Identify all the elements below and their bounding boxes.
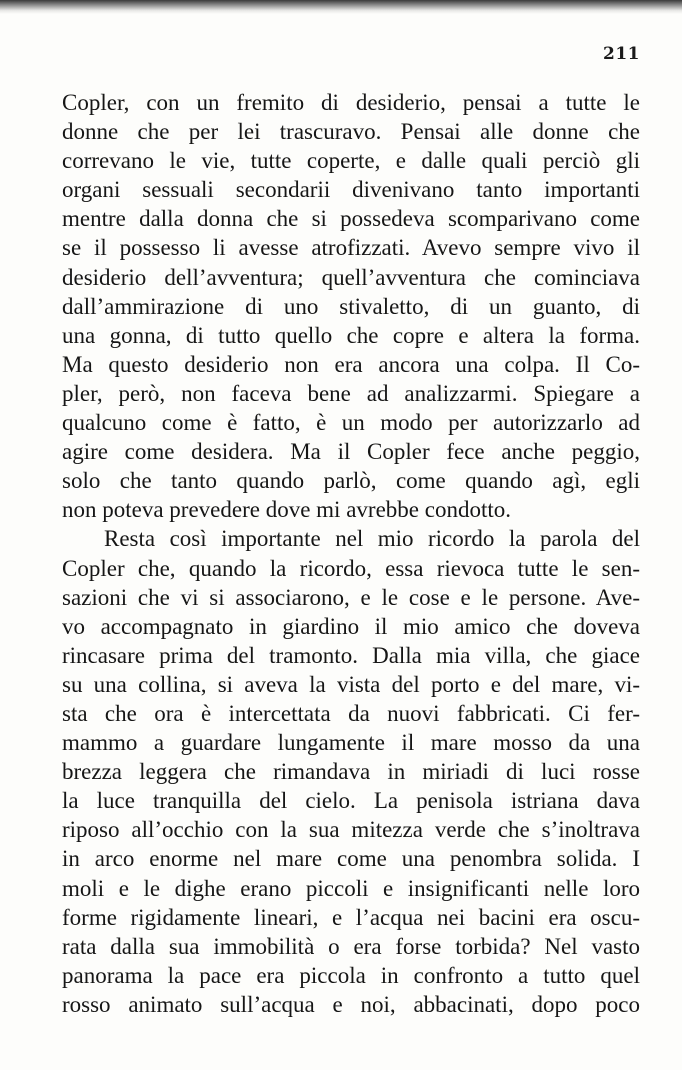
text-line: forme rigidamente lineari, e l’acqua nei bacini era oscu- [62, 904, 640, 930]
text-line: rata dalla sua immobilità o era forse torbida? Nel vasto [62, 933, 640, 959]
text-line: qualcuno come è fatto, è un modo per autorizzarlo ad [62, 410, 640, 436]
text-line: pler, però, non faceva bene ad analizzarmi. Spiegare a [62, 380, 640, 406]
text-line: rosso animato sull’acqua e noi, abbacinati, dopo poco [62, 991, 640, 1017]
text-line: dall’ammirazione di uno stivaletto, di un guanto, di [62, 293, 640, 319]
text-line: Ma questo desiderio non era ancora una colpa. Il Co- [62, 351, 640, 377]
text-line: mammo a guardare lungamente il mare mosso da una [62, 730, 640, 756]
text-line: correvano le vie, tutte coperte, e dalle quali perciò gli [62, 148, 640, 174]
body-text [62, 88, 640, 1019]
paragraph-first-line: Resta così importante nel mio ricordo la parola del [104, 526, 640, 552]
text-line: Copler, con un fremito di desiderio, pensai a tutte le [62, 90, 640, 115]
text-line: su una collina, si aveva la vista del porto e del mare, vi- [62, 671, 640, 697]
text-line: rincasare prima del tramonto. Dalla mia villa, che giace [62, 642, 640, 668]
text-line: se il possesso li avesse atrofizzati. Avevo sempre vivo il [62, 235, 640, 261]
text-line: organi sessuali secondarii divenivano tanto importanti [62, 177, 640, 203]
text-line: sazioni che vi si associarono, e le cose e le persone. Ave- [62, 584, 640, 610]
text-line: in arco enorme nel mare come una penombra solida. I [62, 846, 640, 872]
text-line: donne che per lei trascuravo. Pensai alle donne che [62, 119, 640, 145]
text-line: riposo all’occhio con la sua mitezza verde che s’inoltrava [62, 817, 640, 843]
text-line: non poteva prevedere dove mi avrebbe condotto. [62, 497, 511, 523]
text-line: Copler che, quando la ricordo, essa rievoca tutte le sen- [62, 555, 640, 581]
text-line: brezza leggera che rimandava in miriadi di luci rosse [62, 759, 640, 785]
text-line: sta che ora è intercettata da nuovi fabbricati. Ci fer- [62, 700, 640, 726]
text-line: agire come desidera. Ma il Copler fece anche peggio, [62, 439, 640, 465]
text-line: la luce tranquilla del cielo. La penisola istriana dava [62, 788, 640, 814]
text-line: mentre dalla donna che si possedeva scomparivano come [62, 206, 640, 232]
text-line: solo che tanto quando parlò, come quando agì, egli [62, 468, 640, 494]
text-line: panorama la pace era piccola in confronto a tutto quel [62, 962, 640, 988]
text-line: una gonna, di tutto quello che copre e altera la forma. [62, 322, 640, 348]
text-line: moli e le dighe erano piccoli e insignificanti nelle loro [62, 875, 640, 901]
page-edge-shadow [0, 0, 682, 14]
text-line: vo accompagnato in giardino il mio amico che doveva [62, 613, 640, 639]
page-number: 211 [603, 44, 640, 64]
text-line: desiderio dell’avventura; quell’avventura che cominciava [62, 264, 640, 290]
